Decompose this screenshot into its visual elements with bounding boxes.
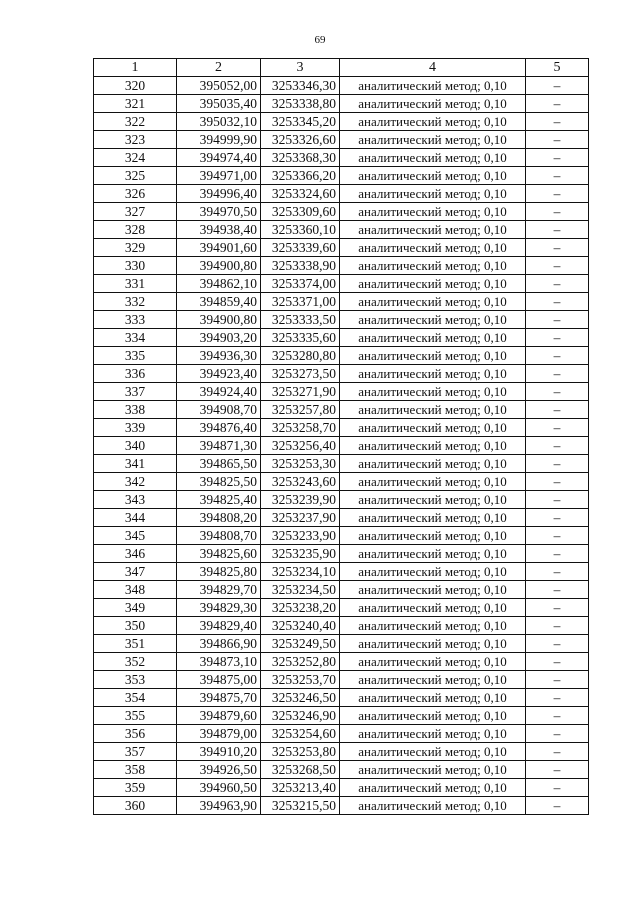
table-row <box>94 743 589 761</box>
y-coordinate-cell: 3253254,60 <box>261 725 340 743</box>
point-number-cell: 349 <box>94 599 177 617</box>
method-accuracy-cell: аналитический метод; 0,10 <box>340 527 526 545</box>
note-cell: – <box>526 689 589 707</box>
point-number-cell: 357 <box>94 743 177 761</box>
table-row <box>94 563 589 581</box>
method-accuracy-cell: аналитический метод; 0,10 <box>340 311 526 329</box>
table-row <box>94 635 589 653</box>
note-cell: – <box>526 545 589 563</box>
x-coordinate-cell: 394865,50 <box>177 455 261 473</box>
point-number-cell: 335 <box>94 347 177 365</box>
note-cell: – <box>526 167 589 185</box>
point-number-cell: 334 <box>94 329 177 347</box>
method-accuracy-cell: аналитический метод; 0,10 <box>340 293 526 311</box>
y-coordinate-cell: 3253252,80 <box>261 653 340 671</box>
y-coordinate-cell: 3253338,90 <box>261 257 340 275</box>
x-coordinate-cell: 394879,60 <box>177 707 261 725</box>
y-coordinate-cell: 3253346,30 <box>261 77 340 95</box>
point-number-cell: 355 <box>94 707 177 725</box>
point-number-cell: 359 <box>94 779 177 797</box>
x-coordinate-cell: 394901,60 <box>177 239 261 257</box>
y-coordinate-cell: 3253249,50 <box>261 635 340 653</box>
note-cell: – <box>526 95 589 113</box>
note-cell: – <box>526 653 589 671</box>
method-accuracy-cell: аналитический метод; 0,10 <box>340 491 526 509</box>
table-row <box>94 293 589 311</box>
note-cell: – <box>526 437 589 455</box>
x-coordinate-cell: 394829,70 <box>177 581 261 599</box>
point-number-cell: 338 <box>94 401 177 419</box>
point-number-cell: 353 <box>94 671 177 689</box>
table-row <box>94 581 589 599</box>
table-row <box>94 149 589 167</box>
x-coordinate-cell: 394875,70 <box>177 689 261 707</box>
y-coordinate-cell: 3253339,60 <box>261 239 340 257</box>
note-cell: – <box>526 77 589 95</box>
table-row <box>94 797 589 815</box>
x-coordinate-cell: 394873,10 <box>177 653 261 671</box>
point-number-cell: 344 <box>94 509 177 527</box>
x-coordinate-cell: 394936,30 <box>177 347 261 365</box>
note-cell: – <box>526 401 589 419</box>
point-number-cell: 343 <box>94 491 177 509</box>
x-coordinate-cell: 394926,50 <box>177 761 261 779</box>
table-row <box>94 653 589 671</box>
y-coordinate-cell: 3253253,70 <box>261 671 340 689</box>
y-coordinate-cell: 3253246,50 <box>261 689 340 707</box>
y-coordinate-cell: 3253213,40 <box>261 779 340 797</box>
table-row <box>94 383 589 401</box>
point-number-cell: 327 <box>94 203 177 221</box>
note-cell: – <box>526 797 589 815</box>
table-row <box>94 671 589 689</box>
point-number-cell: 348 <box>94 581 177 599</box>
note-cell: – <box>526 473 589 491</box>
y-coordinate-cell: 3253234,10 <box>261 563 340 581</box>
y-coordinate-cell: 3253280,80 <box>261 347 340 365</box>
x-coordinate-cell: 394910,20 <box>177 743 261 761</box>
method-accuracy-cell: аналитический метод; 0,10 <box>340 707 526 725</box>
method-accuracy-cell: аналитический метод; 0,10 <box>340 689 526 707</box>
note-cell: – <box>526 383 589 401</box>
method-accuracy-cell: аналитический метод; 0,10 <box>340 761 526 779</box>
table-body <box>94 77 589 815</box>
method-accuracy-cell: аналитический метод; 0,10 <box>340 419 526 437</box>
coordinates-table <box>93 58 589 815</box>
table-row <box>94 617 589 635</box>
y-coordinate-cell: 3253268,50 <box>261 761 340 779</box>
x-coordinate-cell: 394829,30 <box>177 599 261 617</box>
x-coordinate-cell: 394963,90 <box>177 797 261 815</box>
y-coordinate-cell: 3253233,90 <box>261 527 340 545</box>
x-coordinate-cell: 394879,00 <box>177 725 261 743</box>
page-number: 69 <box>314 34 326 46</box>
note-cell: – <box>526 581 589 599</box>
y-coordinate-cell: 3253238,20 <box>261 599 340 617</box>
point-number-cell: 341 <box>94 455 177 473</box>
y-coordinate-cell: 3253256,40 <box>261 437 340 455</box>
table-row <box>94 599 589 617</box>
point-number-cell: 324 <box>94 149 177 167</box>
point-number-cell: 336 <box>94 365 177 383</box>
y-coordinate-cell: 3253374,00 <box>261 275 340 293</box>
x-coordinate-cell: 395035,40 <box>177 95 261 113</box>
y-coordinate-cell: 3253239,90 <box>261 491 340 509</box>
table-row <box>94 437 589 455</box>
note-cell: – <box>526 149 589 167</box>
table-row <box>94 365 589 383</box>
table-row <box>94 203 589 221</box>
x-coordinate-cell: 394825,40 <box>177 491 261 509</box>
note-cell: – <box>526 599 589 617</box>
method-accuracy-cell: аналитический метод; 0,10 <box>340 95 526 113</box>
x-coordinate-cell: 394971,00 <box>177 167 261 185</box>
y-coordinate-cell: 3253366,20 <box>261 167 340 185</box>
table-row <box>94 95 589 113</box>
x-coordinate-cell: 394859,40 <box>177 293 261 311</box>
point-number-cell: 346 <box>94 545 177 563</box>
note-cell: – <box>526 275 589 293</box>
point-number-cell: 332 <box>94 293 177 311</box>
x-coordinate-cell: 394871,30 <box>177 437 261 455</box>
x-coordinate-cell: 394808,20 <box>177 509 261 527</box>
x-coordinate-cell: 394903,20 <box>177 329 261 347</box>
method-accuracy-cell: аналитический метод; 0,10 <box>340 365 526 383</box>
method-accuracy-cell: аналитический метод; 0,10 <box>340 743 526 761</box>
method-accuracy-cell: аналитический метод; 0,10 <box>340 239 526 257</box>
note-cell: – <box>526 347 589 365</box>
note-cell: – <box>526 203 589 221</box>
y-coordinate-cell: 3253324,60 <box>261 185 340 203</box>
table-header-row <box>94 59 589 77</box>
x-coordinate-cell: 394900,80 <box>177 311 261 329</box>
table-row <box>94 329 589 347</box>
y-coordinate-cell: 3253309,60 <box>261 203 340 221</box>
point-number-cell: 333 <box>94 311 177 329</box>
x-coordinate-cell: 394960,50 <box>177 779 261 797</box>
method-accuracy-cell: аналитический метод; 0,10 <box>340 437 526 455</box>
y-coordinate-cell: 3253326,60 <box>261 131 340 149</box>
column-header: 5 <box>526 59 589 77</box>
x-coordinate-cell: 394876,40 <box>177 419 261 437</box>
point-number-cell: 320 <box>94 77 177 95</box>
x-coordinate-cell: 394825,50 <box>177 473 261 491</box>
point-number-cell: 337 <box>94 383 177 401</box>
note-cell: – <box>526 743 589 761</box>
method-accuracy-cell: аналитический метод; 0,10 <box>340 77 526 95</box>
note-cell: – <box>526 491 589 509</box>
note-cell: – <box>526 329 589 347</box>
x-coordinate-cell: 394970,50 <box>177 203 261 221</box>
method-accuracy-cell: аналитический метод; 0,10 <box>340 473 526 491</box>
point-number-cell: 328 <box>94 221 177 239</box>
point-number-cell: 330 <box>94 257 177 275</box>
x-coordinate-cell: 394900,80 <box>177 257 261 275</box>
x-coordinate-cell: 394825,80 <box>177 563 261 581</box>
point-number-cell: 323 <box>94 131 177 149</box>
note-cell: – <box>526 671 589 689</box>
x-coordinate-cell: 394808,70 <box>177 527 261 545</box>
method-accuracy-cell: аналитический метод; 0,10 <box>340 167 526 185</box>
method-accuracy-cell: аналитический метод; 0,10 <box>340 383 526 401</box>
point-number-cell: 325 <box>94 167 177 185</box>
table-row <box>94 707 589 725</box>
note-cell: – <box>526 455 589 473</box>
method-accuracy-cell: аналитический метод; 0,10 <box>340 221 526 239</box>
table-row <box>94 275 589 293</box>
y-coordinate-cell: 3253338,80 <box>261 95 340 113</box>
method-accuracy-cell: аналитический метод; 0,10 <box>340 671 526 689</box>
y-coordinate-cell: 3253335,60 <box>261 329 340 347</box>
y-coordinate-cell: 3253368,30 <box>261 149 340 167</box>
point-number-cell: 360 <box>94 797 177 815</box>
y-coordinate-cell: 3253257,80 <box>261 401 340 419</box>
point-number-cell: 354 <box>94 689 177 707</box>
table-row <box>94 401 589 419</box>
column-header: 2 <box>177 59 261 77</box>
note-cell: – <box>526 239 589 257</box>
method-accuracy-cell: аналитический метод; 0,10 <box>340 257 526 275</box>
table-row <box>94 311 589 329</box>
note-cell: – <box>526 257 589 275</box>
y-coordinate-cell: 3253243,60 <box>261 473 340 491</box>
point-number-cell: 340 <box>94 437 177 455</box>
point-number-cell: 350 <box>94 617 177 635</box>
x-coordinate-cell: 394996,40 <box>177 185 261 203</box>
y-coordinate-cell: 3253234,50 <box>261 581 340 599</box>
point-number-cell: 358 <box>94 761 177 779</box>
note-cell: – <box>526 131 589 149</box>
point-number-cell: 352 <box>94 653 177 671</box>
x-coordinate-cell: 394999,90 <box>177 131 261 149</box>
point-number-cell: 339 <box>94 419 177 437</box>
table-row <box>94 185 589 203</box>
point-number-cell: 326 <box>94 185 177 203</box>
note-cell: – <box>526 563 589 581</box>
table-row <box>94 689 589 707</box>
column-header: 3 <box>261 59 340 77</box>
note-cell: – <box>526 311 589 329</box>
y-coordinate-cell: 3253345,20 <box>261 113 340 131</box>
x-coordinate-cell: 395032,10 <box>177 113 261 131</box>
table-row <box>94 545 589 563</box>
method-accuracy-cell: аналитический метод; 0,10 <box>340 617 526 635</box>
method-accuracy-cell: аналитический метод; 0,10 <box>340 725 526 743</box>
method-accuracy-cell: аналитический метод; 0,10 <box>340 329 526 347</box>
y-coordinate-cell: 3253371,00 <box>261 293 340 311</box>
method-accuracy-cell: аналитический метод; 0,10 <box>340 275 526 293</box>
method-accuracy-cell: аналитический метод; 0,10 <box>340 581 526 599</box>
x-coordinate-cell: 394866,90 <box>177 635 261 653</box>
method-accuracy-cell: аналитический метод; 0,10 <box>340 185 526 203</box>
method-accuracy-cell: аналитический метод; 0,10 <box>340 347 526 365</box>
table-row <box>94 257 589 275</box>
method-accuracy-cell: аналитический метод; 0,10 <box>340 401 526 419</box>
y-coordinate-cell: 3253253,80 <box>261 743 340 761</box>
point-number-cell: 329 <box>94 239 177 257</box>
y-coordinate-cell: 3253240,40 <box>261 617 340 635</box>
method-accuracy-cell: аналитический метод; 0,10 <box>340 203 526 221</box>
y-coordinate-cell: 3253237,90 <box>261 509 340 527</box>
table-row <box>94 509 589 527</box>
note-cell: – <box>526 365 589 383</box>
y-coordinate-cell: 3253258,70 <box>261 419 340 437</box>
table-row <box>94 527 589 545</box>
point-number-cell: 342 <box>94 473 177 491</box>
x-coordinate-cell: 394875,00 <box>177 671 261 689</box>
method-accuracy-cell: аналитический метод; 0,10 <box>340 635 526 653</box>
y-coordinate-cell: 3253333,50 <box>261 311 340 329</box>
table-row <box>94 455 589 473</box>
y-coordinate-cell: 3253246,90 <box>261 707 340 725</box>
table-row <box>94 419 589 437</box>
y-coordinate-cell: 3253215,50 <box>261 797 340 815</box>
table-row <box>94 725 589 743</box>
table-row <box>94 131 589 149</box>
note-cell: – <box>526 707 589 725</box>
y-coordinate-cell: 3253271,90 <box>261 383 340 401</box>
y-coordinate-cell: 3253235,90 <box>261 545 340 563</box>
x-coordinate-cell: 394908,70 <box>177 401 261 419</box>
table-row <box>94 473 589 491</box>
y-coordinate-cell: 3253273,50 <box>261 365 340 383</box>
x-coordinate-cell: 394924,40 <box>177 383 261 401</box>
x-coordinate-cell: 394825,60 <box>177 545 261 563</box>
note-cell: – <box>526 293 589 311</box>
note-cell: – <box>526 113 589 131</box>
point-number-cell: 331 <box>94 275 177 293</box>
note-cell: – <box>526 185 589 203</box>
point-number-cell: 345 <box>94 527 177 545</box>
table-row <box>94 239 589 257</box>
table-row <box>94 167 589 185</box>
note-cell: – <box>526 779 589 797</box>
x-coordinate-cell: 394974,40 <box>177 149 261 167</box>
method-accuracy-cell: аналитический метод; 0,10 <box>340 455 526 473</box>
point-number-cell: 351 <box>94 635 177 653</box>
note-cell: – <box>526 761 589 779</box>
table-row <box>94 221 589 239</box>
method-accuracy-cell: аналитический метод; 0,10 <box>340 779 526 797</box>
column-header: 1 <box>94 59 177 77</box>
note-cell: – <box>526 419 589 437</box>
point-number-cell: 347 <box>94 563 177 581</box>
method-accuracy-cell: аналитический метод; 0,10 <box>340 113 526 131</box>
method-accuracy-cell: аналитический метод; 0,10 <box>340 599 526 617</box>
x-coordinate-cell: 394923,40 <box>177 365 261 383</box>
x-coordinate-cell: 394829,40 <box>177 617 261 635</box>
note-cell: – <box>526 725 589 743</box>
note-cell: – <box>526 221 589 239</box>
column-header: 4 <box>340 59 526 77</box>
x-coordinate-cell: 394938,40 <box>177 221 261 239</box>
point-number-cell: 322 <box>94 113 177 131</box>
table-row <box>94 761 589 779</box>
table-row <box>94 347 589 365</box>
point-number-cell: 321 <box>94 95 177 113</box>
point-number-cell: 356 <box>94 725 177 743</box>
method-accuracy-cell: аналитический метод; 0,10 <box>340 149 526 167</box>
method-accuracy-cell: аналитический метод; 0,10 <box>340 563 526 581</box>
note-cell: – <box>526 635 589 653</box>
method-accuracy-cell: аналитический метод; 0,10 <box>340 545 526 563</box>
note-cell: – <box>526 509 589 527</box>
note-cell: – <box>526 617 589 635</box>
method-accuracy-cell: аналитический метод; 0,10 <box>340 797 526 815</box>
table-row <box>94 779 589 797</box>
y-coordinate-cell: 3253360,10 <box>261 221 340 239</box>
method-accuracy-cell: аналитический метод; 0,10 <box>340 131 526 149</box>
method-accuracy-cell: аналитический метод; 0,10 <box>340 509 526 527</box>
method-accuracy-cell: аналитический метод; 0,10 <box>340 653 526 671</box>
x-coordinate-cell: 394862,10 <box>177 275 261 293</box>
y-coordinate-cell: 3253253,30 <box>261 455 340 473</box>
table-row <box>94 491 589 509</box>
x-coordinate-cell: 395052,00 <box>177 77 261 95</box>
table-row <box>94 113 589 131</box>
table-row <box>94 77 589 95</box>
note-cell: – <box>526 527 589 545</box>
